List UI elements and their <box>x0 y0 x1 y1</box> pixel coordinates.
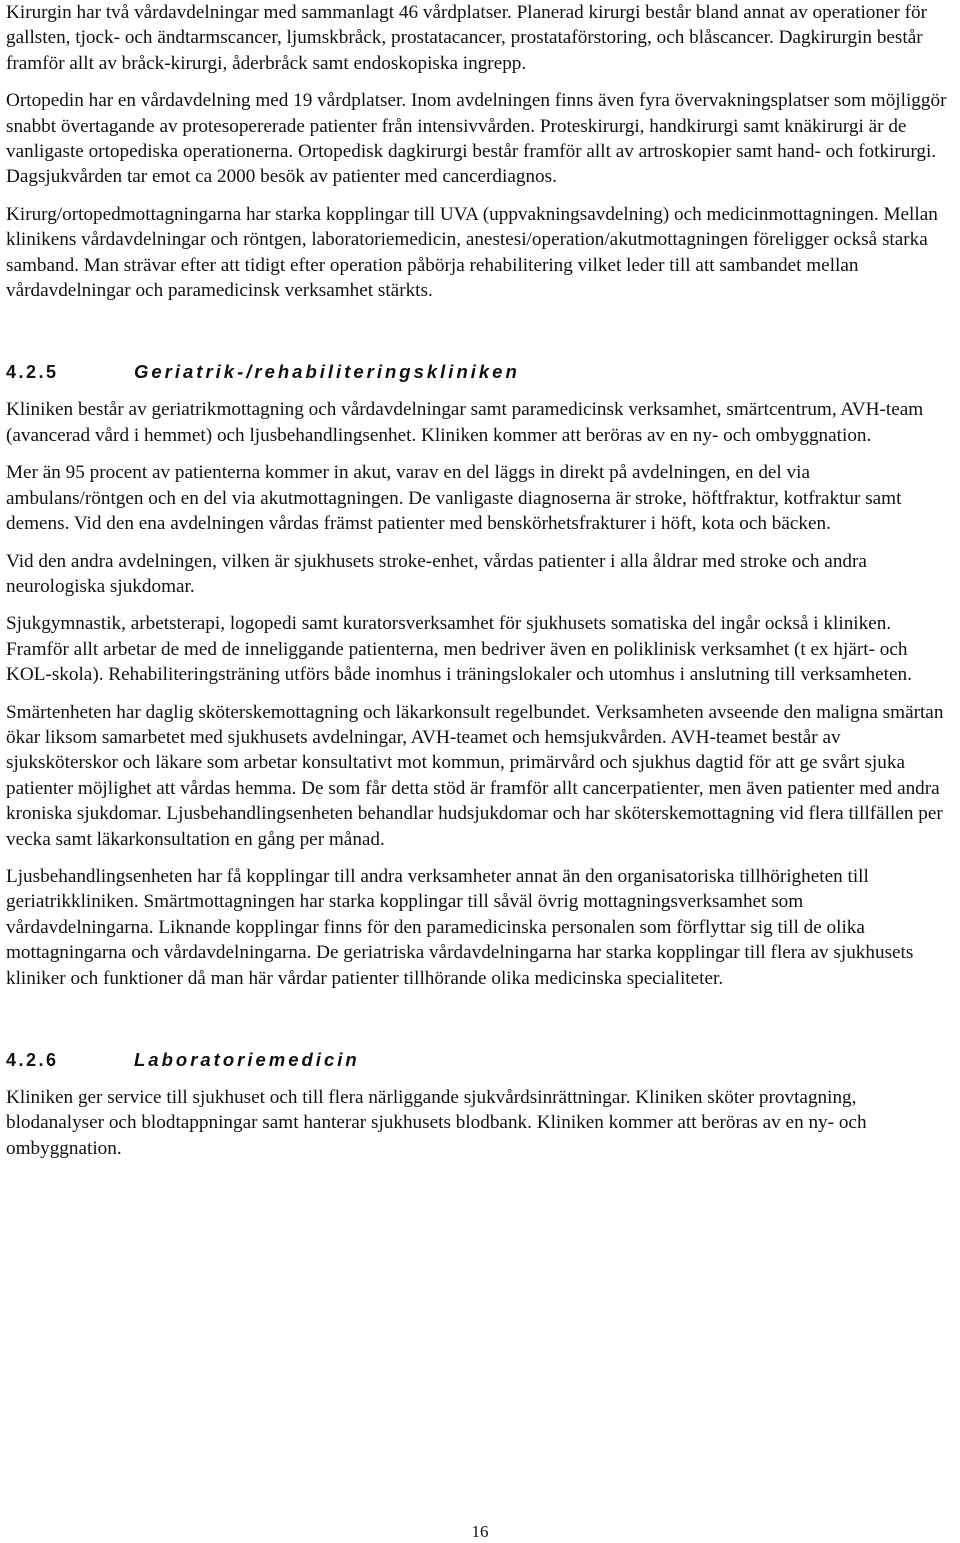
paragraph-rehab: Sjukgymnastik, arbetsterapi, logopedi samt kuratorsverksamhet för sjukhusets somatiska del ingår också i kliniken. Framför allt arbetar de med de inneliggande patienterna, men bedriver även en poliklinisk verksamhet (t ex hjärt- och KOL-skola). Rehabiliteringsträning utförs både inomhus i träningslokaler och utomhus i anslutning till verksamheten. <box>6 613 912 686</box>
section-heading-4-2-5 <box>6 361 952 383</box>
page-number: 16 <box>471 1522 489 1541</box>
document-page <box>6 0 952 1161</box>
section-number: 4.2.6 <box>6 1050 59 1070</box>
paragraph-smartenheten: Smärtenheten har daglig sköterskemottagning och läkarkonsult regelbundet. Verksamheten avseende den maligna smärtan ökar liksom samarbetet med sjukhusets avdelningar, AVH-teamet och hemsjukvården. AVH-teamet består av sjuksköterskor och läkare som arbetar konsultativt mot kommun, primärvård och sjukhus dagtid för att ge svårt sjuka patienter möjlighet att vårdas hemma. De som får detta stöd är framför allt cancerpatienter, men även patienter med andra kroniska sjukdomar. Ljusbehandlingsenheten behandlar hudsjukdomar och har sköterskemottagning vid flera tillfällen per vecka samt läkarkonsultation en gång per månad. <box>6 701 944 850</box>
section-number: 4.2.5 <box>6 362 59 383</box>
paragraph-stroke: Vid den andra avdelningen, vilken är sjukhusets stroke-enhet, vårdas patienter i alla åldrar med stroke och andra neurologiska sjukdomar. <box>6 550 867 597</box>
section-title: Laboratoriemedicin <box>134 1049 360 1070</box>
paragraph-kopplingar: Ljusbehandlingsenheten har få kopplingar till andra verksamheter annat än den organisatoriska tillhörigheten till geriatrikkliniken. Smärtmottagningen har starka kopplingar till såväl övrig mottagningsverksamhet som vårdavdelningarna. Liknande kopplingar finns för den paramedicinska personalen som förflyttar sig till de olika mottagningarna och vårdavdelningarna. De geriatriska vårdavdelningarna har starka kopplingar till flera av sjukhusets kliniker och funktioner då man här vårdar patienter tillhörande olika medicinska specialiteter. <box>6 865 914 989</box>
paragraph-ortopedi: Ortopedin har en vårdavdelning med 19 vårdplatser. Inom avdelningen finns även fyra övervakningsplatser som möjliggör snabbt övertagande av protesopererade patienter från intensivvården. Proteskirurgi, handkirurgi samt knäkirurgi är de vanligaste ortopediska operationerna. Ortopedisk dagkirurgi består framför allt av artroskopier samt hand- och fotkirurgi. Dagsjukvården tar emot ca 2000 besök av patienter med cancerdiagnos. <box>6 90 947 188</box>
paragraph-akut: Mer än 95 procent av patienterna kommer in akut, varav en del läggs in direkt på avdelningen, en del via ambulans/röntgen och en del via akutmottagningen. De vanligaste diagnoserna är stroke, höftfraktur, kotfraktur samt demens. Vid den ena avdelningen vårdas främst patienter med benskörhetsfrakturer i höft, kota och bäcken. <box>6 462 902 535</box>
section-heading-4-2-6 <box>6 1049 952 1071</box>
paragraph-mottagningar: Kirurg/ortopedmottagningarna har starka kopplingar till UVA (uppvakningsavdelning) och medicinmottagningen. Mellan klinikens vårdavdelningar och röntgen, laboratoriemedicin, anestesi/operation/akutmottagningen föreligger också starka samband. Man strävar efter att tidigt efter operation påbörja rehabilitering vilket leder till att sambandet mellan vårdavdelningar och paramedicinsk verksamhet stärkts. <box>6 203 938 302</box>
paragraph-laboratoriemedicin: Kliniken ger service till sjukhuset och till flera närliggande sjukvårdsinrättningar. Kliniken sköter provtagning, blodanalyser och blodtappningar samt hanterar sjukhusets blodbank. Kliniken kommer att beröras av en ny- och ombyggnation. <box>6 1087 867 1159</box>
section-title: Geriatrik-/rehabiliteringskliniken <box>134 361 520 383</box>
paragraph-kirurgi: Kirurgin har två vårdavdelningar med sammanlagt 46 vårdplatser. Planerad kirurgi består bland annat av operationer för gallsten, tjock- och ändtarmscancer, ljumskbråck, prostatacancer, prostataförstoring, och blåscancer. Dagkirurgin består framför allt av bråck-kirurgi, åderbråck samt endoskopiska ingrepp. <box>6 2 928 74</box>
paragraph-geriatrik-intro: Kliniken består av geriatrikmottagning och vårdavdelningar samt paramedicinsk verksamhet, smärtcentrum, AVH-team (avancerad vård i hemmet) och ljusbehandlingsenhet. Kliniken kommer att beröras av en ny- och ombyggnation. <box>6 399 924 446</box>
